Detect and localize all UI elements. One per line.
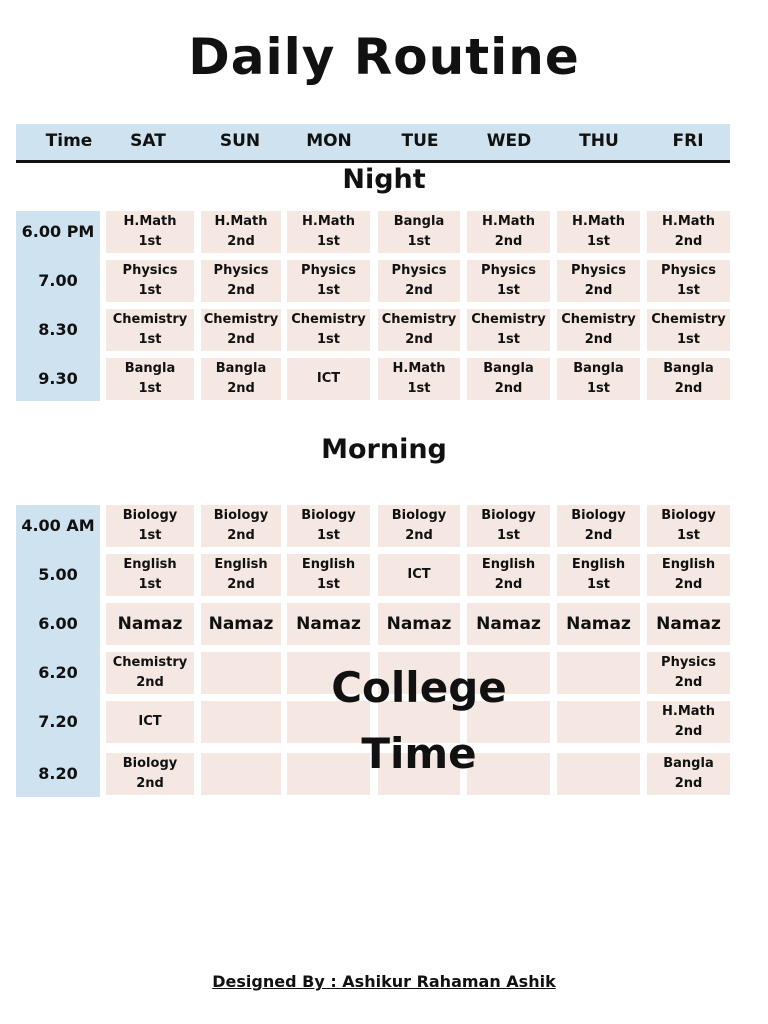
- morning-schedule-cell: ICT: [106, 701, 194, 743]
- night-schedule-cell: Physics 2nd: [557, 260, 640, 302]
- morning-schedule-cell: [201, 753, 281, 795]
- morning-section-title: Morning: [321, 434, 447, 465]
- morning-schedule-cell: Namaz: [201, 603, 281, 645]
- morning-schedule-cell: Namaz: [106, 603, 194, 645]
- morning-schedule-cell: Biology 2nd: [201, 505, 281, 547]
- morning-schedule-cell: Biology 1st: [647, 505, 730, 547]
- night-schedule-cell: Physics 1st: [467, 260, 550, 302]
- night-schedule-cell: H.Math 2nd: [201, 211, 281, 253]
- morning-time-label: 4.00 AM: [21, 516, 95, 535]
- night-schedule-cell: ICT: [287, 358, 370, 400]
- header-time: Time: [45, 131, 93, 151]
- night-schedule-cell: Chemistry 1st: [467, 309, 550, 351]
- morning-time-label: 8.20: [38, 764, 78, 783]
- morning-time-label: 6.20: [38, 663, 78, 682]
- morning-schedule-cell: English 2nd: [647, 554, 730, 596]
- morning-schedule-cell: Namaz: [378, 603, 460, 645]
- morning-schedule-cell: [201, 652, 281, 694]
- morning-schedule-cell: English 2nd: [467, 554, 550, 596]
- night-schedule-cell: H.Math 1st: [557, 211, 640, 253]
- morning-schedule-cell: [557, 753, 640, 795]
- night-schedule-cell: H.Math 2nd: [647, 211, 730, 253]
- morning-schedule-cell: English 1st: [557, 554, 640, 596]
- morning-schedule-cell: Biology 1st: [287, 505, 370, 547]
- night-schedule-cell: H.Math 1st: [378, 358, 460, 400]
- night-schedule-cell: Chemistry 2nd: [201, 309, 281, 351]
- morning-schedule-cell: Biology 2nd: [106, 753, 194, 795]
- night-schedule-cell: Chemistry 1st: [106, 309, 194, 351]
- morning-time-label: 6.00: [38, 614, 78, 633]
- night-schedule-cell: Bangla 2nd: [467, 358, 550, 400]
- morning-schedule-cell: English 1st: [287, 554, 370, 596]
- night-schedule-cell: Bangla 2nd: [647, 358, 730, 400]
- night-time-label: 9.30: [38, 369, 78, 388]
- night-schedule-cell: Physics 1st: [106, 260, 194, 302]
- header-mon: MON: [306, 131, 352, 151]
- header-tue: TUE: [401, 131, 439, 151]
- college-time-note: College Time: [331, 663, 507, 778]
- night-time-label: 8.30: [38, 320, 78, 339]
- morning-schedule-cell: Bangla 2nd: [647, 753, 730, 795]
- morning-schedule-cell: [557, 701, 640, 743]
- morning-schedule-cell: Biology 1st: [106, 505, 194, 547]
- morning-schedule-cell: Namaz: [467, 603, 550, 645]
- morning-time-label: 5.00: [38, 565, 78, 584]
- night-schedule-cell: Chemistry 1st: [647, 309, 730, 351]
- header-sat: SAT: [130, 131, 166, 151]
- header-sun: SUN: [219, 131, 261, 151]
- night-schedule-cell: Chemistry 1st: [287, 309, 370, 351]
- morning-schedule-cell: Chemistry 2nd: [106, 652, 194, 694]
- night-schedule-cell: Physics 1st: [647, 260, 730, 302]
- morning-schedule-cell: Namaz: [647, 603, 730, 645]
- header-wed: WED: [486, 131, 532, 151]
- header-thu: THU: [579, 131, 619, 151]
- designer-credit: Designed By : Ashikur Rahaman Ashik: [212, 972, 556, 991]
- morning-schedule-cell: Namaz: [287, 603, 370, 645]
- night-schedule-cell: Physics 1st: [287, 260, 370, 302]
- night-schedule-cell: H.Math 2nd: [467, 211, 550, 253]
- night-schedule-cell: Physics 2nd: [201, 260, 281, 302]
- morning-schedule-cell: Biology 2nd: [378, 505, 460, 547]
- morning-schedule-cell: ICT: [378, 554, 460, 596]
- night-schedule-cell: H.Math 1st: [106, 211, 194, 253]
- night-schedule-cell: Chemistry 2nd: [557, 309, 640, 351]
- night-schedule-cell: Bangla 1st: [378, 211, 460, 253]
- night-schedule-cell: H.Math 1st: [287, 211, 370, 253]
- page-title: Daily Routine: [188, 28, 580, 86]
- night-schedule-cell: Chemistry 2nd: [378, 309, 460, 351]
- morning-schedule-cell: [557, 652, 640, 694]
- night-schedule-cell: Bangla 1st: [557, 358, 640, 400]
- morning-schedule-cell: [201, 701, 281, 743]
- morning-time-column: [16, 505, 100, 797]
- night-time-label: 7.00: [38, 271, 78, 290]
- morning-schedule-cell: English 2nd: [201, 554, 281, 596]
- night-schedule-cell: Bangla 2nd: [201, 358, 281, 400]
- night-schedule-cell: Physics 2nd: [378, 260, 460, 302]
- morning-schedule-cell: Namaz: [557, 603, 640, 645]
- night-time-label: 6.00 PM: [21, 222, 95, 241]
- morning-schedule-cell: H.Math 2nd: [647, 701, 730, 743]
- morning-schedule-cell: English 1st: [106, 554, 194, 596]
- header-fri: FRI: [672, 131, 704, 151]
- morning-schedule-cell: Biology 2nd: [557, 505, 640, 547]
- morning-time-label: 7.20: [38, 712, 78, 731]
- night-section-title: Night: [342, 164, 426, 195]
- night-schedule-cell: Bangla 1st: [106, 358, 194, 400]
- morning-schedule-cell: Biology 1st: [467, 505, 550, 547]
- morning-schedule-cell: Physics 2nd: [647, 652, 730, 694]
